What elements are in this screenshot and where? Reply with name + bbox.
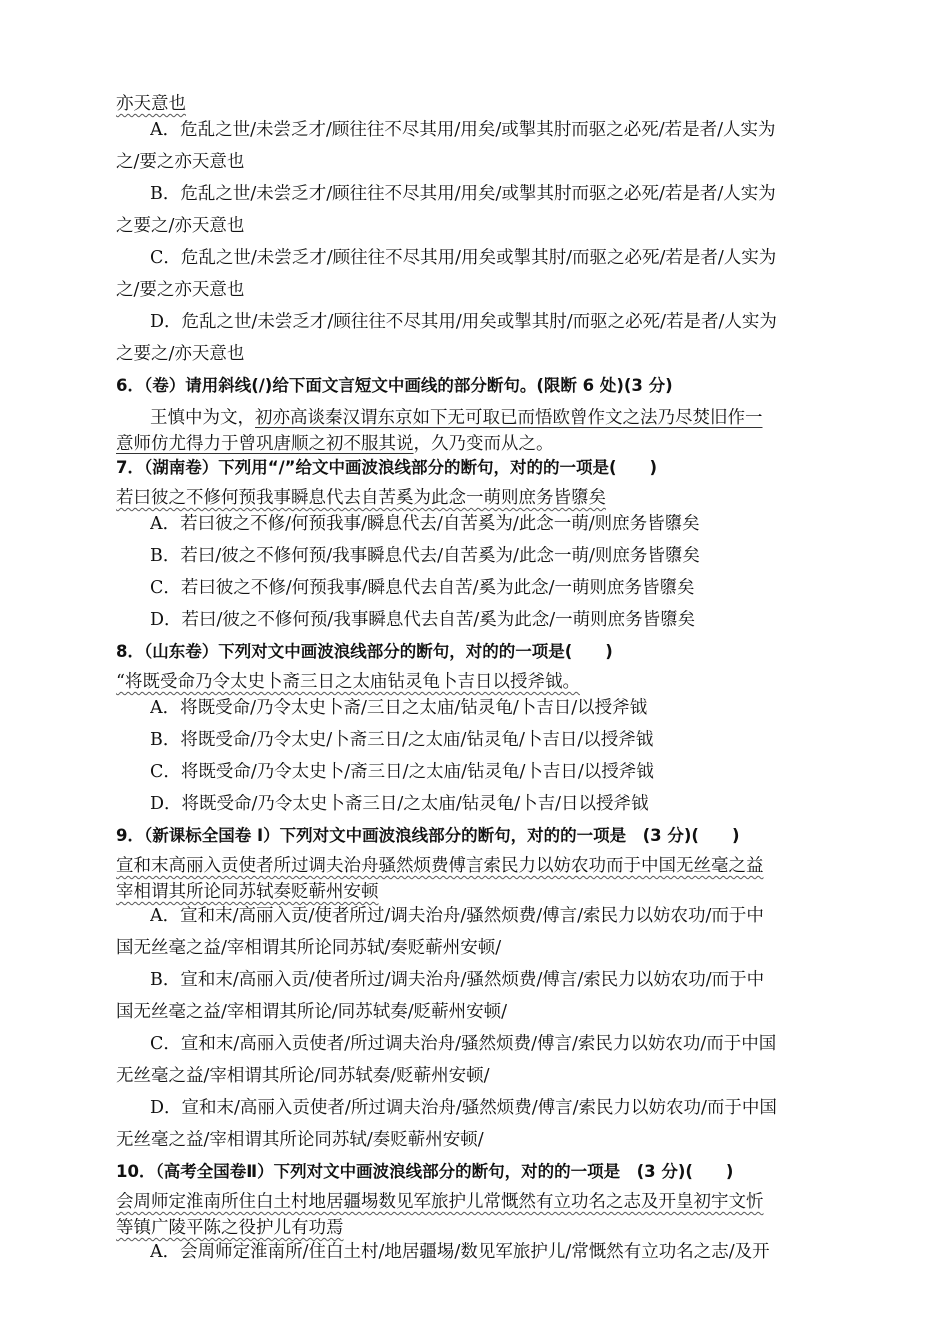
q10-option-a: A．会周师定淮南所/住白土村/地居疆埸/数见军旅护儿/常慨然有立功名之志/及开: [150, 1242, 770, 1262]
q6-passage-underlined-2: 意师仿尤得力于曾巩唐顺之初不服其说: [116, 434, 414, 454]
q7-option-b: B．若曰/彼之不修何预/我事瞬息代去/自苦奚为/此念一萌/则庶务皆隳矣: [150, 546, 700, 566]
q6-passage-plain: 王慎中为文，: [150, 408, 255, 428]
q5-option-c-cont: 之/要之亦天意也: [116, 280, 245, 300]
q8-option-d: D．将既受命/乃令太史卜斋三日/之太庙/钻灵龟/卜吉/日以授斧钺: [150, 794, 649, 814]
q6-passage-plain-2: ，久乃变而从之。: [413, 434, 554, 454]
q5-option-b-cont: 之要之/亦天意也: [116, 216, 245, 236]
q7-option-c: C．若曰彼之不修/何预我事/瞬息代去自苦/奚为此念/一萌则庶务皆隳矣: [150, 578, 695, 598]
q9-option-a-cont: 国无丝毫之益/宰相谓其所论同苏轼/奏贬蕲州安顿/: [116, 938, 502, 958]
q9-passage-line-2: 宰相谓其所论同苏轼奏贬蕲州安顿: [116, 882, 379, 902]
q8-option-a: A．将既受命/乃令太史卜斋/三日之太庙/钻灵龟/卜吉日/以授斧钺: [150, 698, 648, 718]
q9-option-d-cont: 无丝毫之益/宰相谓其所论同苏轼/奏贬蕲州安顿/: [116, 1130, 484, 1150]
q8-heading: 8．（山东卷）下列对文中画波浪线部分的断句，对的的一项是( ): [116, 642, 613, 661]
q6-passage-underlined: 初亦高谈秦汉谓东京如下无可取已而悟欧曾作文之法乃尽焚旧作一: [255, 408, 763, 428]
q9-option-b-cont: 国无丝毫之益/宰相谓其所论/同苏轼奏/贬蕲州安顿/: [116, 1002, 508, 1022]
q9-option-a: A．宣和末/高丽入贡/使者所过/调夫治舟/骚然烦费/傅言/索民力以妨农功/而于中: [150, 906, 764, 926]
q9-option-c: C．宣和末/高丽入贡使者/所过调夫治舟/骚然烦费/傅言/索民力以妨农功/而于中国: [150, 1034, 777, 1054]
q9-option-c-cont: 无丝毫之益/宰相谓其所论/同苏轼奏/贬蕲州安顿/: [116, 1066, 490, 1086]
q5-option-d-cont: 之要之/亦天意也: [116, 344, 245, 364]
q5-option-d: D．危乱之世/未尝乏才/顾往往不尽其用/用矣或掣其肘/而驱之必死/若是者/人实为: [150, 312, 777, 332]
q6-heading: 6．（卷）请用斜线(/)给下面文言短文中画线的部分断句。(限断 6 处)(3 分): [116, 376, 673, 395]
q5-passage-end: 亦天意也: [116, 94, 186, 114]
q7-option-d: D．若曰/彼之不修何预/我事瞬息代去自苦/奚为此念/一萌则庶务皆隳矣: [150, 610, 696, 630]
q5-option-b: B．危乱之世/未尝乏才/顾往往不尽其用/用矣/或掣其肘而驱之必死/若是者/人实为: [150, 184, 776, 204]
q5-option-c: C．危乱之世/未尝乏才/顾往往不尽其用/用矣或掣其肘/而驱之必死/若是者/人实为: [150, 248, 777, 268]
q8-option-c: C．将既受命/乃令太史卜/斋三日/之太庙/钻灵龟/卜吉日/以授斧钺: [150, 762, 654, 782]
q9-heading: 9．（新课标全国卷 I）下列对文中画波浪线部分的断句，对的的一项是 (3 分)( ): [116, 826, 740, 845]
q7-option-a: A．若曰彼之不修/何预我事/瞬息代去/自苦奚为/此念一萌/则庶务皆隳矣: [150, 514, 700, 534]
q8-passage: “将既受命乃令太史卜斋三日之太庙钻灵龟卜吉日以授斧钺。: [116, 672, 580, 692]
q9-option-b: B．宣和末/高丽入贡/使者所过/调夫治舟/骚然烦费/傅言/索民力以妨农功/而于中: [150, 970, 765, 990]
q9-option-d: D．宣和末/高丽入贡使者/所过调夫治舟/骚然烦费/傅言/索民力以妨农功/而于中国: [150, 1098, 777, 1118]
q10-heading: 10．（高考全国卷Ⅱ）下列对文中画波浪线部分的断句，对的的一项是 (3 分)( ): [116, 1162, 734, 1181]
q10-passage-line-2: 等镇广陵平陈之役护儿有功焉: [116, 1218, 344, 1238]
q5-option-a: A．危乱之世/未尝乏才/顾往往不尽其用/用矣/或掣其肘而驱之必死/若是者/人实为: [150, 120, 776, 140]
q10-passage-line-1: 会周师定淮南所住白土村地居疆埸数见军旅护儿常慨然有立功名之志及开皇初宇文忻: [116, 1192, 764, 1212]
q7-heading: 7．（湖南卷）下列用“/”给文中画波浪线部分的断句，对的的一项是( ): [116, 458, 658, 477]
q8-option-b: B．将既受命/乃令太史/卜斋三日/之太庙/钻灵龟/卜吉日/以授斧钺: [150, 730, 654, 750]
q5-option-a-cont: 之/要之亦天意也: [116, 152, 245, 172]
q9-passage-line-1: 宣和末高丽入贡使者所过调夫治舟骚然烦费傅言索民力以妨农功而于中国无丝毫之益: [116, 856, 764, 876]
q7-passage: 若曰彼之不修何预我事瞬息代去自苦奚为此念一萌则庶务皆隳矣: [116, 488, 606, 508]
